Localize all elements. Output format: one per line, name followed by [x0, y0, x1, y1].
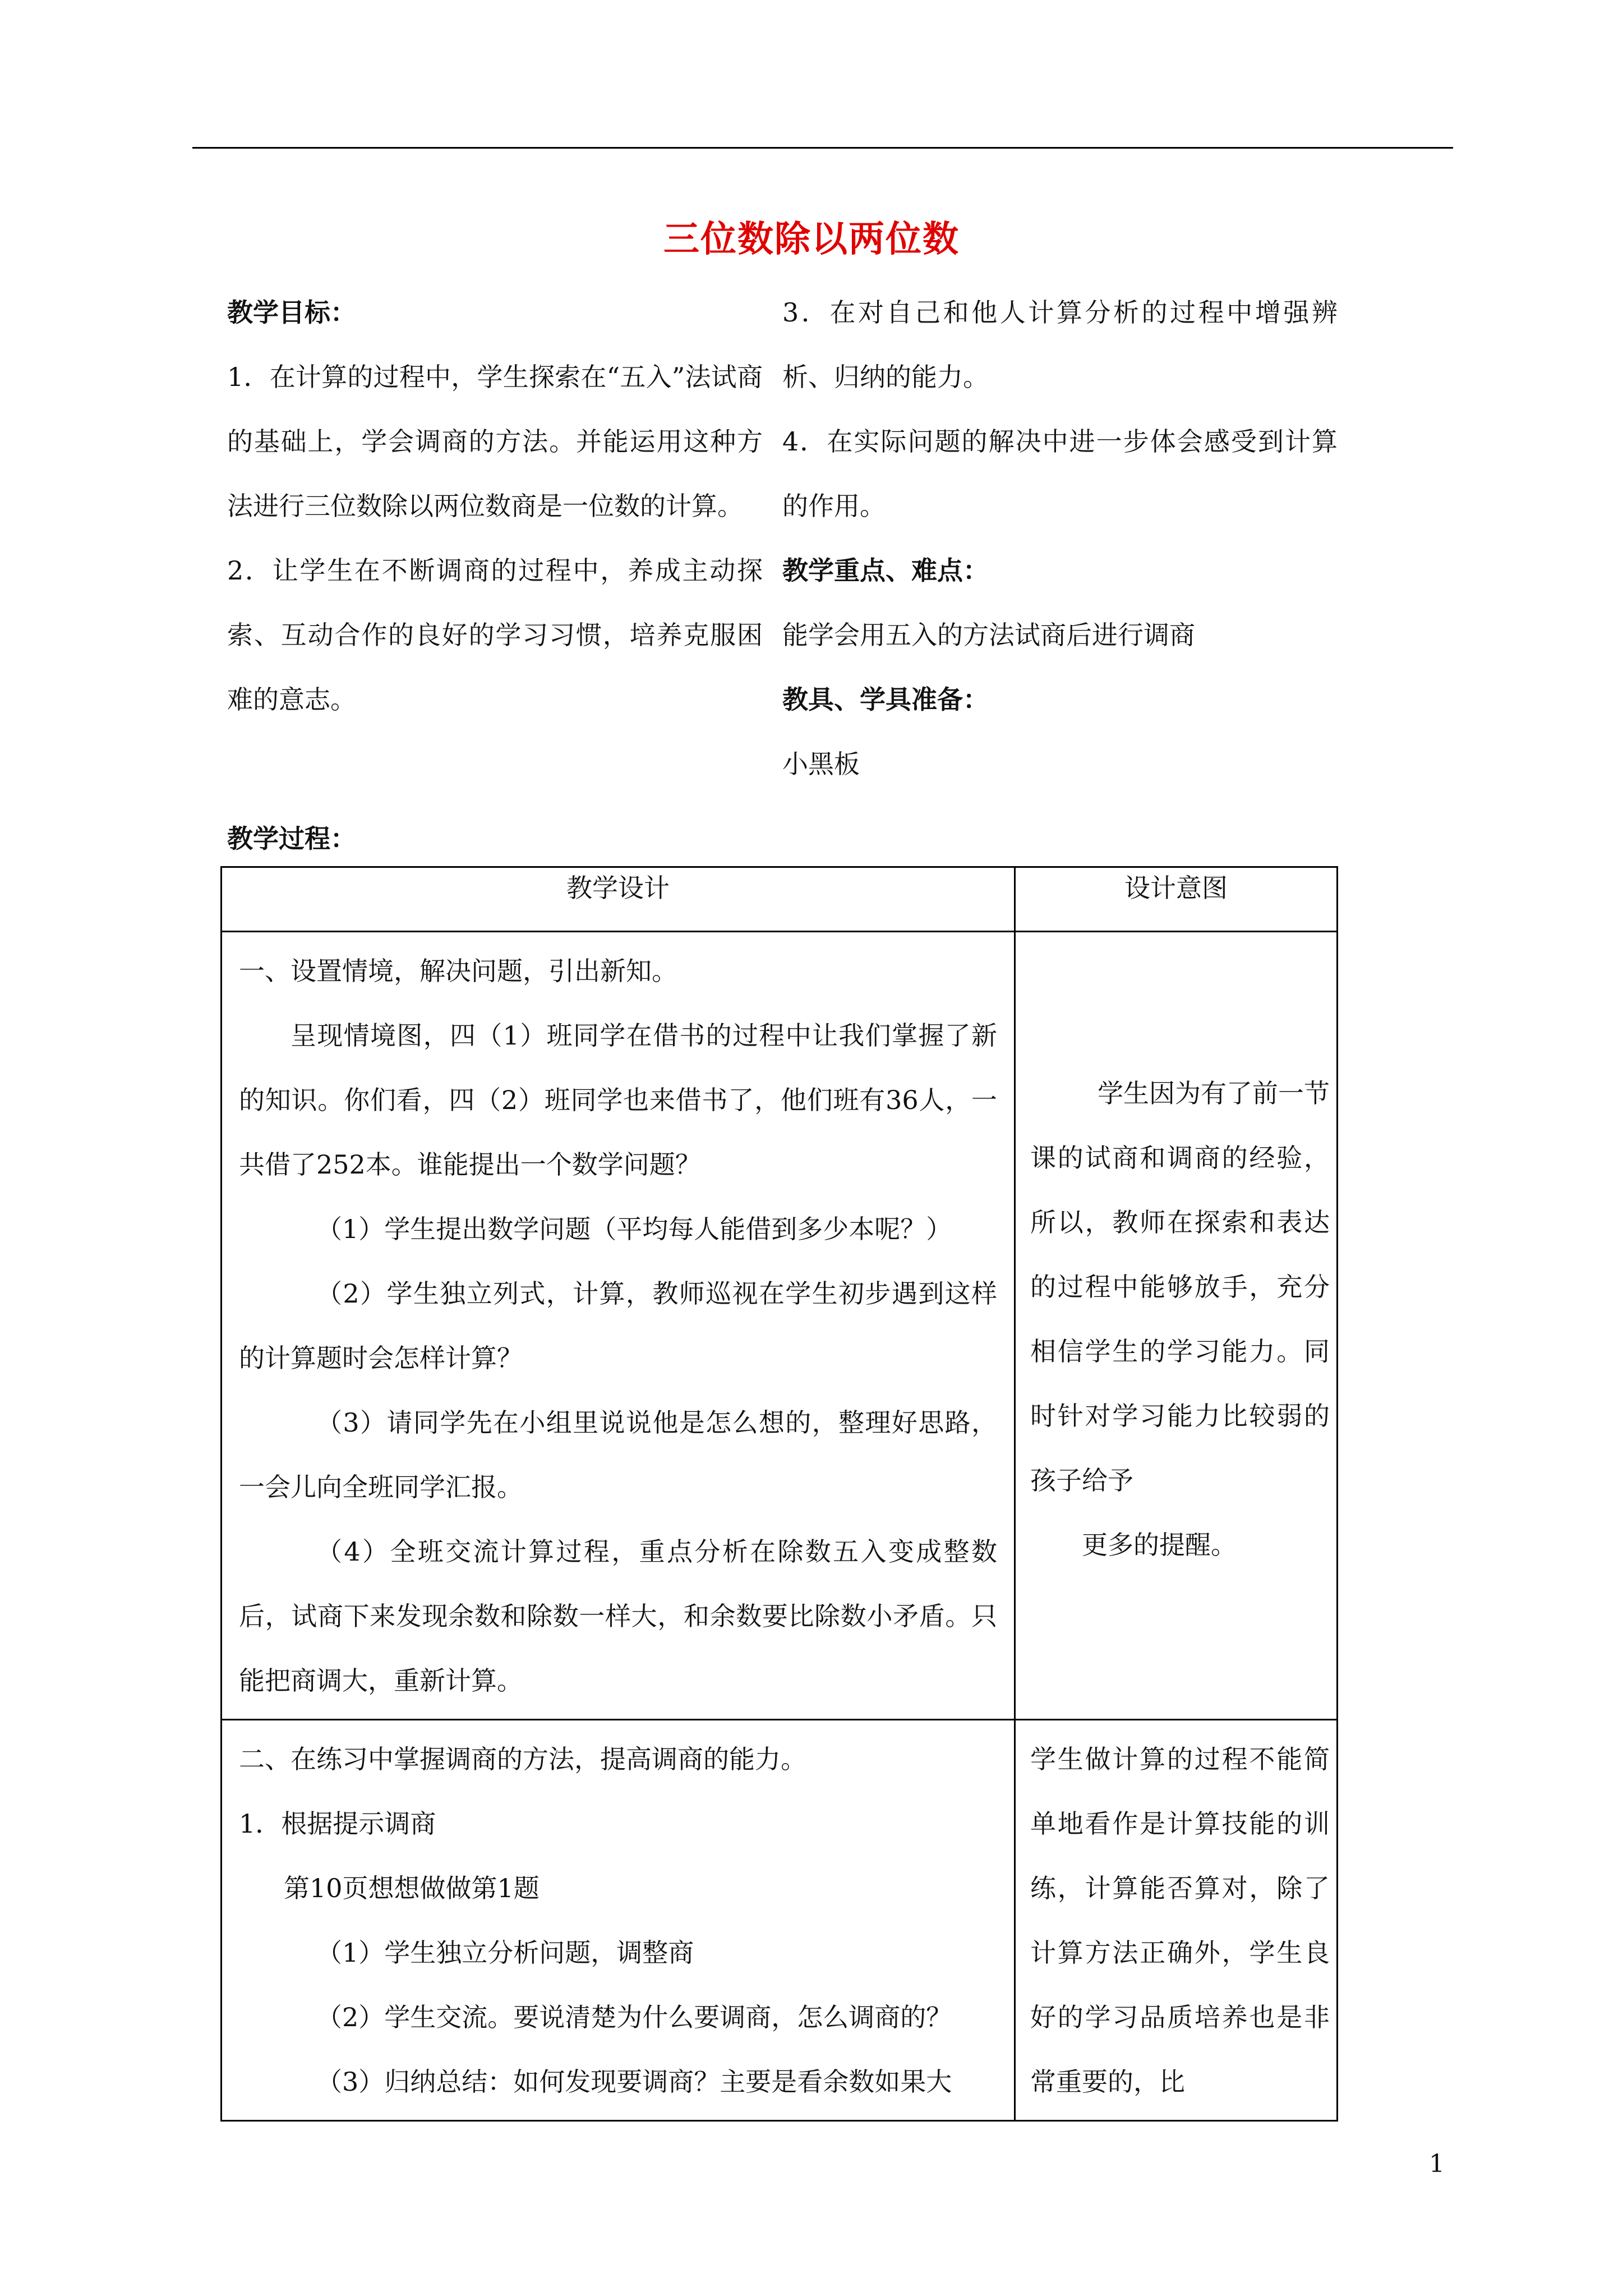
header-design-intent: 设计意图: [1015, 867, 1338, 932]
section1-note: 学生因为有了前一节课的试商和调商的经验，所以，教师在探索和表达的过程中能够放手，充分相信学生的学习能力。同时针对学习能力比较弱的孩子给予: [1030, 1078, 1330, 1496]
document-title: 三位数除以两位数: [663, 219, 960, 260]
key-points-heading: 教学重点、难点：: [782, 555, 989, 586]
section1-step4: （4）全班交流计算过程，重点分析在除数五入变成整数后，试商下来发现余数和除数一样大，和余数要比除数小矛盾。只能把商调大，重新计算。: [239, 1536, 997, 1696]
section2-step1: （1）学生独立分析问题，调整商: [316, 1938, 694, 1968]
objective-1: 1．在计算的过程中，学生探索在“五入”法试商的基础上，学会调商的方法。并能运用这种方法进行三位数除以两位数商是一位数的计算。: [227, 362, 763, 521]
tools-text: 小黑板: [782, 749, 860, 779]
table-row: [222, 1720, 1338, 2121]
section1-step2: （2）学生独立列式，计算，教师巡视在学生初步遇到这样的计算题时会怎样计算？: [239, 1278, 997, 1373]
objectives-column-left: [227, 280, 763, 732]
section2-intent-cell: [1015, 1720, 1338, 2121]
section2-title: 二、在练习中掌握调商的方法，提高调商的能力。: [239, 1744, 806, 1774]
section1-note-end: 更多的提醒。: [1082, 1530, 1237, 1560]
tools-heading: 教具、学具准备：: [782, 684, 989, 715]
section1-design-cell: [222, 932, 1015, 1720]
section2-step2: （2）学生交流。要说清楚为什么要调商，怎么调商的？: [316, 2002, 952, 2032]
page-number: 1: [1429, 2150, 1445, 2178]
section2-step3: （3）归纳总结：如何发现要调商？主要是看余数如果大: [316, 2067, 952, 2097]
key-points-text: 能学会用五入的方法试商后进行调商: [782, 620, 1195, 650]
objective-3: 3．在对自己和他人计算分析的过程中增强辨析、归纳的能力。: [782, 297, 1338, 392]
objectives-heading: 教学目标：: [227, 297, 356, 328]
section1-intro: 呈现情境图，四（1）班同学在借书的过程中让我们掌握了新的知识。你们看，四（2）班同学也来借书了，他们班有36人，一共借了252本。谁能提出一个数学问题？: [239, 1020, 997, 1180]
section1-intent-cell: [1015, 932, 1338, 1720]
process-heading: 教学过程：: [227, 823, 356, 854]
section1-step3: （3）请同学先在小组里说说他是怎么想的，整理好思路，一会儿向全班同学汇报。: [239, 1407, 997, 1502]
objective-2: 2．让学生在不断调商的过程中，养成主动探索、互动合作的良好的学习习惯，培养克服困难的意志。: [227, 555, 763, 715]
section2-design-cell: [222, 1720, 1015, 2121]
process-table: [220, 866, 1338, 2122]
header-teaching-design: 教学设计: [222, 867, 1015, 932]
header-rule: [192, 147, 1453, 149]
section2-sub: 1．根据提示调商: [239, 1809, 436, 1839]
section2-note: 学生做计算的过程不能简单地看作是计算技能的训练，计算能否算对，除了计算方法正确外，学生良好的学习品质培养也是非常重要的，比: [1030, 1744, 1330, 2097]
table-header-row: [222, 867, 1338, 932]
section1-title: 一、设置情境，解决问题，引出新知。: [239, 956, 677, 986]
objectives-column-right: [782, 280, 1338, 797]
section1-step1: （1）学生提出数学问题（平均每人能借到多少本呢？）: [316, 1214, 952, 1244]
objective-4: 4．在实际问题的解决中进一步体会感受到计算的作用。: [782, 426, 1338, 521]
table-row: [222, 932, 1338, 1720]
section2-ref: 第10页想想做做第1题: [284, 1873, 540, 1903]
